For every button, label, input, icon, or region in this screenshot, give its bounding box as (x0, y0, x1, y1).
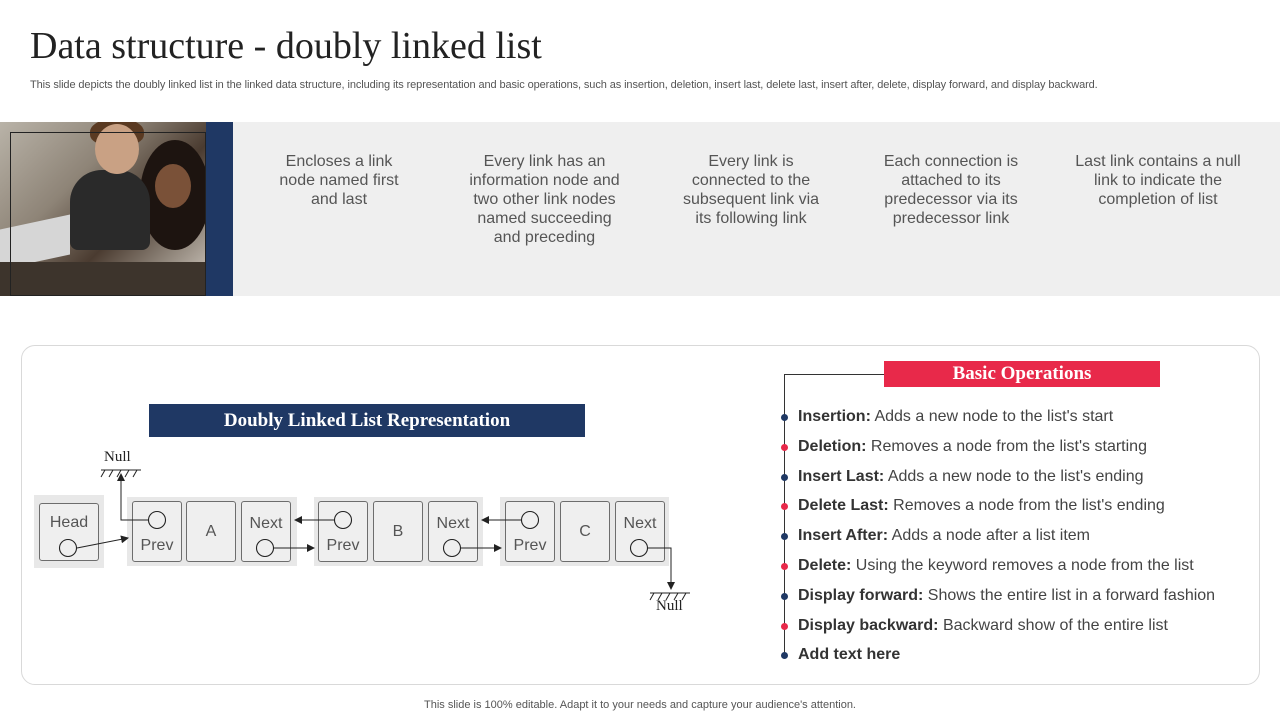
feature-text-3: Every link is connected to the subsequent link via its following link (682, 153, 820, 227)
operation-name: Add text here (798, 646, 901, 664)
node-b-next-cell (428, 501, 478, 562)
node-c-prev-label: Prev (513, 537, 547, 554)
operation-description: Removes a node from the list's starting (866, 437, 1147, 455)
feature-text-4: Each connection is attached to its predecessor via its predecessor link (883, 153, 1019, 227)
node-a-next-cell (241, 501, 291, 562)
node-c-data-cell (560, 501, 610, 562)
operation-bullet-icon (781, 444, 788, 451)
operation-item (798, 438, 1147, 456)
operation-name: Insert After: (798, 527, 889, 545)
operation-name: Insert Last: (798, 467, 885, 485)
feature-text-2: Every link has an information node and two other link nodes named succeeding and preceding (469, 153, 620, 246)
node-b-prev-cell (318, 501, 368, 562)
node-a-data-cell (186, 501, 236, 562)
operation-item (798, 646, 900, 664)
operation-name: Delete: (798, 557, 852, 574)
operation-description: Removes a node from the list's ending (888, 497, 1165, 515)
operation-bullet-icon (781, 563, 788, 570)
null-bottom-label: Null (656, 598, 683, 614)
operation-description: Adds a new node to the list's start (870, 408, 1114, 425)
operation-name: Delete Last: (798, 497, 889, 515)
head-cell (39, 503, 99, 561)
node-c-next-label: Next (623, 515, 657, 532)
operation-name: Insertion: (798, 408, 871, 425)
operation-bullet-icon (781, 623, 788, 630)
node-b-data-cell (373, 501, 423, 562)
representation-title: Doubly Linked List Representation (149, 404, 585, 437)
node-c-next-cell (615, 501, 665, 562)
node-b-data-label: B (392, 523, 404, 540)
operation-name: Display forward: (798, 586, 924, 604)
accent-strip (206, 122, 233, 296)
operation-item (798, 527, 1090, 545)
team-photo (0, 122, 206, 296)
operations-title: Basic Operations (884, 361, 1160, 387)
node-c-prev-cell (505, 501, 555, 562)
operation-item (798, 408, 1113, 426)
node-b-next-label: Next (436, 515, 470, 532)
operation-description: Using the keyword removes a node from the list (851, 557, 1194, 574)
operation-description: Backward show of the entire list (938, 616, 1168, 634)
operations-connector (784, 374, 884, 375)
head-label: Head (49, 514, 89, 531)
operation-item (798, 468, 1143, 486)
operation-item (798, 587, 1215, 605)
footer-note: This slide is 100% editable. Adapt it to your needs and capture your audience's attention. (424, 699, 856, 711)
operation-item (798, 557, 1194, 575)
page-title: Data structure - doubly linked list (30, 25, 542, 67)
operation-description: Shows the entire list in a forward fashion (923, 586, 1216, 604)
node-c-data-label: C (579, 523, 591, 540)
node-a-data-label: A (205, 523, 217, 540)
page-subtitle: This slide depicts the doubly linked list in the linked data structure, including its representation and basic operations, such as insertion, deletion, insert last, delete last, insert after, delete, display forward, and display backward. (30, 79, 1098, 91)
operation-item (798, 497, 1165, 515)
operation-name: Display backward: (798, 616, 939, 634)
operation-description: Adds a node after a list item (888, 527, 1090, 545)
node-a-prev-label: Prev (140, 537, 174, 554)
feature-text-5: Last link contains a null link to indicate the completion of list (1075, 153, 1241, 208)
operation-item (798, 617, 1168, 635)
operation-description: Adds a new node to the list's ending (884, 467, 1144, 485)
feature-text-1: Encloses a link node named first and last (279, 153, 399, 208)
operation-bullet-icon (781, 414, 788, 421)
operation-bullet-icon (781, 593, 788, 600)
node-a-prev-cell (132, 501, 182, 562)
node-a-next-label: Next (249, 515, 283, 532)
operation-bullet-icon (781, 474, 788, 481)
null-top-label: Null (104, 449, 131, 465)
node-b-prev-label: Prev (326, 537, 360, 554)
operation-name: Deletion: (798, 437, 867, 455)
